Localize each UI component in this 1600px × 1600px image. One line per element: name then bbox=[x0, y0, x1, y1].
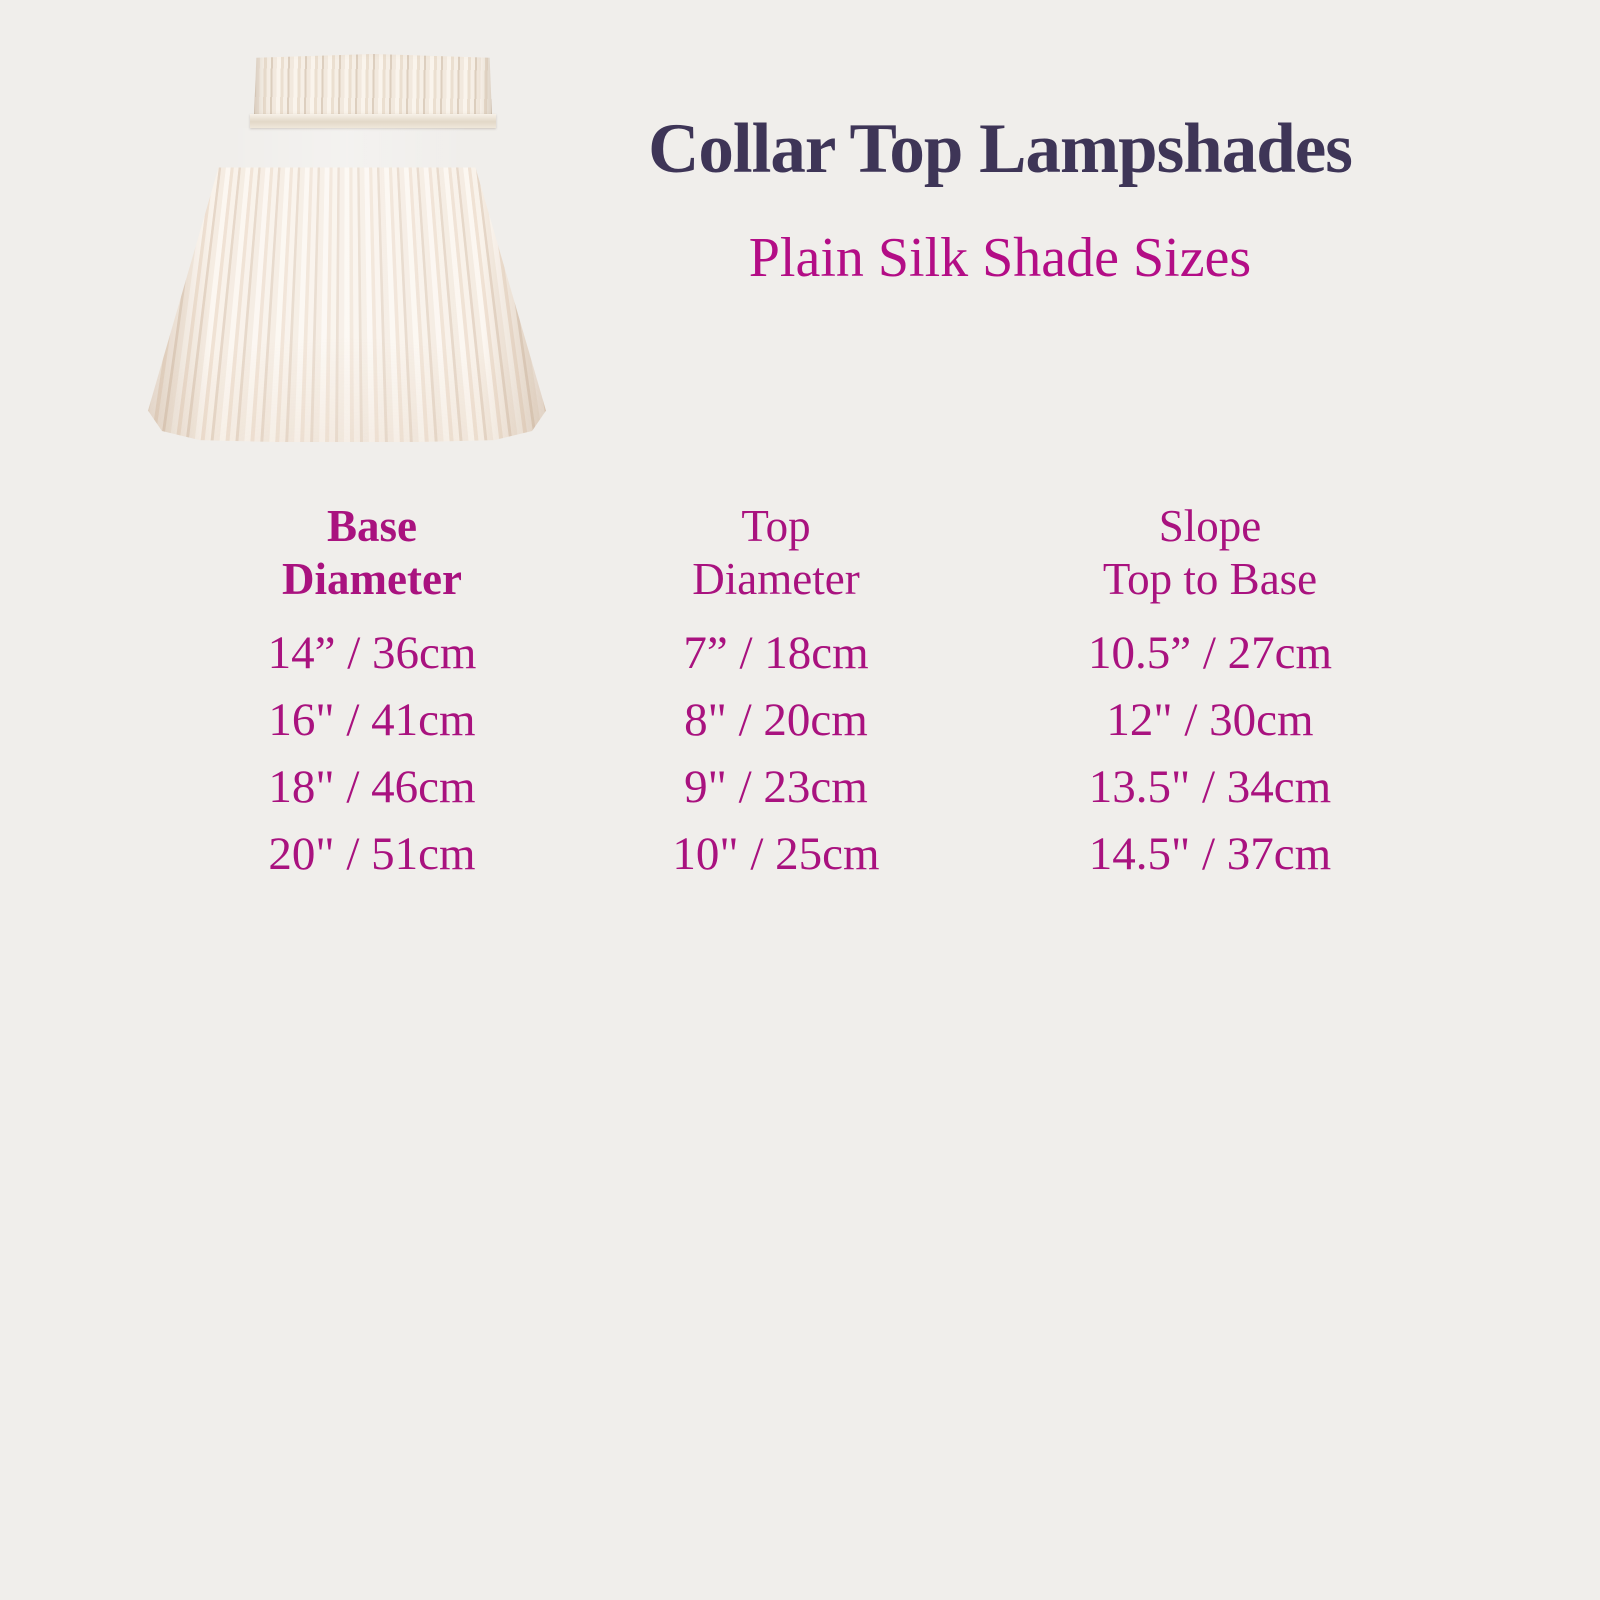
column-base-diameter bbox=[182, 500, 562, 888]
heading-block bbox=[540, 110, 1460, 290]
header-line: Base bbox=[327, 501, 417, 551]
column-header-top-diameter bbox=[586, 500, 966, 606]
top-diameter-value: 8" / 20cm bbox=[684, 694, 868, 746]
header-line: Top bbox=[741, 501, 811, 551]
column-header-base-diameter bbox=[182, 500, 562, 606]
page-title: Collar Top Lampshades bbox=[648, 110, 1352, 188]
slope-value: 10.5” / 27cm bbox=[1087, 627, 1333, 679]
column-header-slope bbox=[1020, 500, 1400, 606]
lampshade-body bbox=[148, 128, 546, 442]
lampshade-collar bbox=[254, 54, 492, 116]
lampshade-image bbox=[148, 52, 546, 442]
column-slope bbox=[1020, 500, 1400, 888]
slope-value: 14.5" / 37cm bbox=[1088, 828, 1332, 880]
header-line: Diameter bbox=[692, 554, 860, 604]
top-diameter-value: 7” / 18cm bbox=[683, 627, 869, 679]
lampshade-sheen bbox=[148, 128, 546, 442]
base-diameter-value: 20" / 51cm bbox=[268, 828, 476, 880]
size-table bbox=[0, 500, 1600, 920]
base-diameter-value: 18" / 46cm bbox=[268, 761, 476, 813]
base-diameter-value: 14” / 36cm bbox=[267, 627, 477, 679]
column-top-diameter bbox=[586, 500, 966, 888]
page-subtitle: Plain Silk Shade Sizes bbox=[748, 226, 1252, 289]
lampshade-trim-band bbox=[250, 114, 496, 128]
base-diameter-value: 16" / 41cm bbox=[268, 694, 476, 746]
slope-value: 13.5" / 34cm bbox=[1088, 761, 1332, 813]
header-line: Top to Base bbox=[1102, 554, 1318, 604]
top-diameter-value: 9" / 23cm bbox=[684, 761, 868, 813]
header-line: Diameter bbox=[282, 554, 462, 604]
header-line: Slope bbox=[1158, 501, 1262, 551]
slope-value: 12" / 30cm bbox=[1106, 694, 1314, 746]
top-diameter-value: 10" / 25cm bbox=[672, 828, 880, 880]
